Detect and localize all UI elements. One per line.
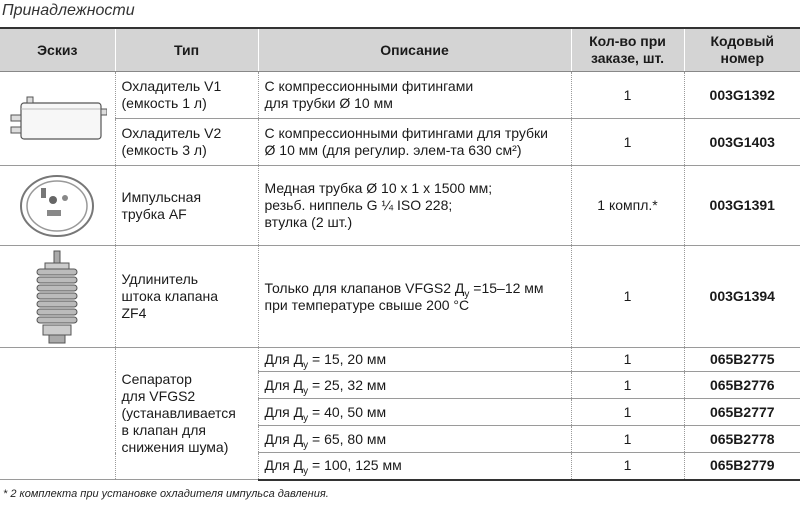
description-cell bbox=[258, 246, 571, 348]
table-row bbox=[0, 72, 800, 119]
cooler-image bbox=[7, 89, 107, 149]
code-cell: 065B2779 bbox=[684, 453, 800, 480]
type-line: Удлинитель bbox=[121, 271, 199, 287]
description-line: С компрессионными фитингами bbox=[264, 78, 474, 94]
table-row bbox=[0, 246, 800, 348]
separator-sketch-cell bbox=[0, 348, 115, 480]
description-line: Только для клапанов VFGS2 Д bbox=[264, 279, 465, 296]
description-cell bbox=[258, 348, 571, 372]
type-line: штока клапана bbox=[121, 288, 219, 304]
header-quantity-line1: Кол-во при bbox=[589, 33, 666, 49]
description-line: для трубки Ø 10 мм bbox=[264, 95, 393, 111]
header-quantity-line2: заказе, шт. bbox=[590, 50, 665, 66]
description-line: =15–12 мм bbox=[469, 279, 544, 296]
quantity-cell: 1 bbox=[571, 453, 684, 480]
type-cell bbox=[115, 166, 258, 246]
type-line: (емкость 3 л) bbox=[121, 142, 207, 158]
code-cell: 003G1391 bbox=[684, 166, 800, 246]
type-line: (емкость 1 л) bbox=[121, 95, 207, 111]
table-row bbox=[0, 166, 800, 246]
header-code-line1: Кодовый bbox=[710, 33, 775, 49]
header-code bbox=[684, 28, 800, 72]
type-line: снижения шума) bbox=[121, 439, 229, 455]
code-cell: 003G1403 bbox=[684, 119, 800, 166]
header-code-line2: номер bbox=[720, 50, 765, 66]
quantity-cell: 1 bbox=[571, 372, 684, 399]
description-prefix: Для Д bbox=[264, 351, 304, 367]
description-line: при температуре свыше 200 °C bbox=[264, 296, 470, 313]
description-cell bbox=[258, 119, 571, 166]
description-prefix: Для Д bbox=[264, 403, 304, 420]
description-line: С компрессионными фитингами для трубки bbox=[264, 125, 549, 141]
type-cell bbox=[115, 72, 258, 119]
description-prefix: Для Д bbox=[264, 376, 304, 393]
type-cell bbox=[115, 119, 258, 166]
stem-extension-sketch-cell bbox=[0, 246, 115, 348]
description-line: = 100, 125 мм bbox=[308, 457, 402, 474]
stem-extension-image bbox=[27, 249, 87, 345]
header-quantity bbox=[571, 28, 684, 72]
quantity-cell: 1 bbox=[571, 348, 684, 372]
description-cell bbox=[258, 166, 571, 246]
description-line: = 40, 50 мм bbox=[308, 403, 387, 420]
description-cell bbox=[258, 426, 571, 453]
code-cell: 065B2776 bbox=[684, 372, 800, 399]
quantity-cell: 1 bbox=[571, 119, 684, 166]
section-title: Принадлежности bbox=[2, 2, 135, 19]
subscript: у bbox=[464, 288, 470, 300]
impulse-tube-sketch-cell bbox=[0, 166, 115, 246]
quantity-cell: 1 bbox=[571, 246, 684, 348]
table-header-row bbox=[0, 28, 800, 72]
code-cell: 003G1392 bbox=[684, 72, 800, 119]
description-prefix: Для Д bbox=[264, 430, 304, 447]
description-line: Ø 10 мм (для регулир. элем-та 630 см²) bbox=[264, 142, 522, 158]
subscript: у bbox=[303, 385, 309, 397]
code-cell: 065B2777 bbox=[684, 399, 800, 426]
table-row bbox=[0, 119, 800, 166]
type-line: в клапан для bbox=[121, 422, 206, 438]
type-line: Охладитель V2 bbox=[121, 125, 222, 141]
type-cell bbox=[115, 246, 258, 348]
type-line: Охладитель V1 bbox=[121, 78, 222, 94]
code-cell: 065B2778 bbox=[684, 426, 800, 453]
quantity-cell: 1 компл.* bbox=[571, 166, 684, 246]
description-cell bbox=[258, 72, 571, 119]
description-line: = 15, 20 мм bbox=[308, 351, 387, 367]
quantity-cell: 1 bbox=[571, 399, 684, 426]
cooler-sketch-cell bbox=[0, 72, 115, 166]
type-line: (устанавливается bbox=[121, 405, 236, 421]
footnote: * 2 комплекта при установке охладителя импульса давления. bbox=[3, 488, 329, 500]
description-cell bbox=[258, 372, 571, 399]
table-row bbox=[0, 348, 800, 372]
quantity-cell: 1 bbox=[571, 72, 684, 119]
description-line: втулка (2 шт.) bbox=[264, 214, 353, 230]
code-cell: 003G1394 bbox=[684, 246, 800, 348]
type-line: Сепаратор bbox=[121, 371, 192, 387]
quantity-cell: 1 bbox=[571, 426, 684, 453]
subscript: у bbox=[303, 359, 309, 371]
type-line: ZF4 bbox=[121, 305, 147, 321]
type-line: для VFGS2 bbox=[121, 388, 196, 404]
description-line: резьб. ниппель G ¼ ISO 228; bbox=[264, 197, 453, 213]
impulse-tube-image bbox=[7, 170, 107, 242]
subscript: у bbox=[303, 466, 309, 478]
header-sketch: Эскиз bbox=[0, 28, 115, 72]
description-cell bbox=[258, 399, 571, 426]
header-description: Описание bbox=[258, 28, 571, 72]
header-type: Тип bbox=[115, 28, 258, 72]
description-prefix: Для Д bbox=[264, 457, 304, 474]
code-cell: 065B2775 bbox=[684, 348, 800, 372]
subscript: у bbox=[303, 412, 309, 424]
type-line: Импульсная bbox=[121, 188, 202, 205]
description-line: Медная трубка Ø 10 x 1 x 1500 мм; bbox=[264, 180, 493, 196]
subscript: у bbox=[303, 439, 309, 451]
description-cell bbox=[258, 453, 571, 480]
description-line: = 25, 32 мм bbox=[308, 376, 387, 393]
accessories-table bbox=[0, 27, 800, 481]
description-line: = 65, 80 мм bbox=[308, 430, 387, 447]
type-line: трубка AF bbox=[121, 205, 187, 222]
separator-type-cell bbox=[115, 348, 258, 480]
